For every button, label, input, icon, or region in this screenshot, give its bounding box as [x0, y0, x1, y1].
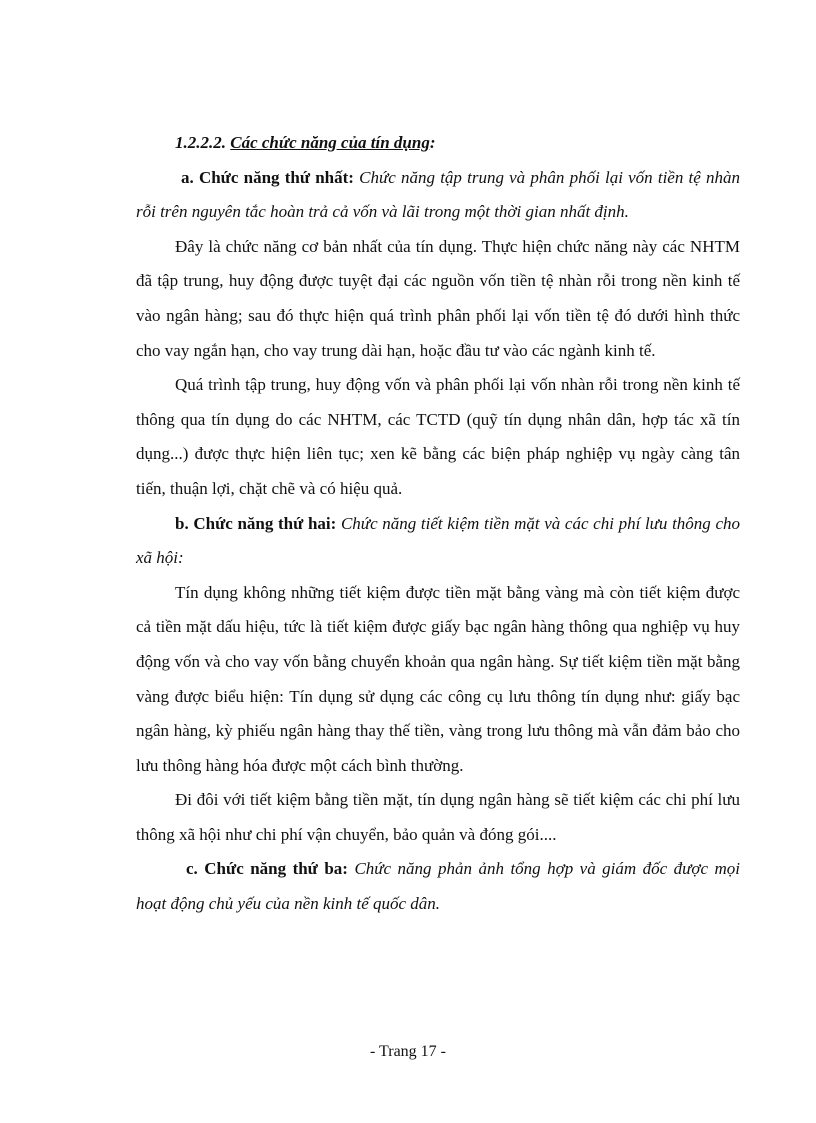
- section-title: Các chức năng của tín dụng: [230, 133, 430, 152]
- section-colon: :: [429, 133, 436, 152]
- paragraph-b-2: Đi đôi với tiết kiệm bằng tiền mặt, tín dụng ngân hàng sẽ tiết kiệm các chi phí lưu thông xã hội như chi phí vận chuyển, bảo quản và đóng gói....: [136, 790, 740, 844]
- function-b: [136, 507, 740, 576]
- paragraph-a-1: Đây là chức năng cơ bản nhất của tín dụng. Thực hiện chức năng này các NHTM đã tập trung, huy động được tuyệt đại các nguồn vốn tiền tệ nhàn rỗi trong nền kinh tế vào ngân hàng; sau đó thực hiện quá trình phân phối lại vốn tiền tệ đó dưới hình thức cho vay ngắn hạn, cho vay trung dài hạn, hoặc đầu tư vào các ngành kinh tế.: [136, 236, 740, 360]
- paragraph-b-1: Tín dụng không những tiết kiệm được tiền mặt bằng vàng mà còn tiết kiệm được cả tiền mặt dấu hiệu, tức là tiết kiệm được giấy bạc ngân hàng thông qua nghiệp vụ huy động vốn và cho vay vốn bằng chuyển khoản qua ngân hàng. Sự tiết kiệm tiền mặt bằng vàng được biểu hiện: Tín dụng sử dụng các công cụ lưu thông tín dụng như: giấy bạc ngân hàng, kỳ phiếu ngân hàng thay thế tiền, vàng trong lưu thông mà vẫn đảm bảo cho lưu thông hàng hóa được một cách bình thường.: [136, 582, 740, 775]
- page-number-footer: - Trang 17 -: [369, 1043, 446, 1060]
- function-b-label: b. Chức năng thứ hai:: [175, 513, 337, 533]
- function-a: [136, 161, 740, 230]
- function-c-description: Chức năng phản ảnh tổng hợp và giám đốc được mọi hoạt động chủ yếu của nền kinh tế quốc dân.: [136, 859, 740, 914]
- function-a-description: Chức năng tập trung và phân phối lại vốn tiền tệ nhàn rỗi trên nguyên tắc hoàn trả cả vốn và lãi trong một thời gian nhất định.: [136, 167, 741, 222]
- document-page: [136, 126, 740, 922]
- function-c: [136, 852, 740, 921]
- function-c-label: c. Chức năng thứ ba:: [186, 859, 348, 879]
- section-number: 1.2.2.2.: [175, 133, 226, 152]
- section-heading: [136, 126, 740, 161]
- paragraph-a-2: Quá trình tập trung, huy động vốn và phân phối lại vốn nhàn rỗi trong nền kinh tế thông qua tín dụng do các NHTM, các TCTD (quỹ tín dụng nhân dân, hợp tác xã tín dụng...) được thực hiện liên tục; xen kẽ bằng các biện pháp nghiệp vụ ngày càng tân tiến, thuận lợi, chặt chẽ và có hiệu quả.: [136, 375, 740, 498]
- function-b-description: Chức năng tiết kiệm tiền mặt và các chi phí lưu thông cho xã hội:: [136, 513, 740, 568]
- function-a-label: a. Chức năng thứ nhất:: [181, 167, 354, 187]
